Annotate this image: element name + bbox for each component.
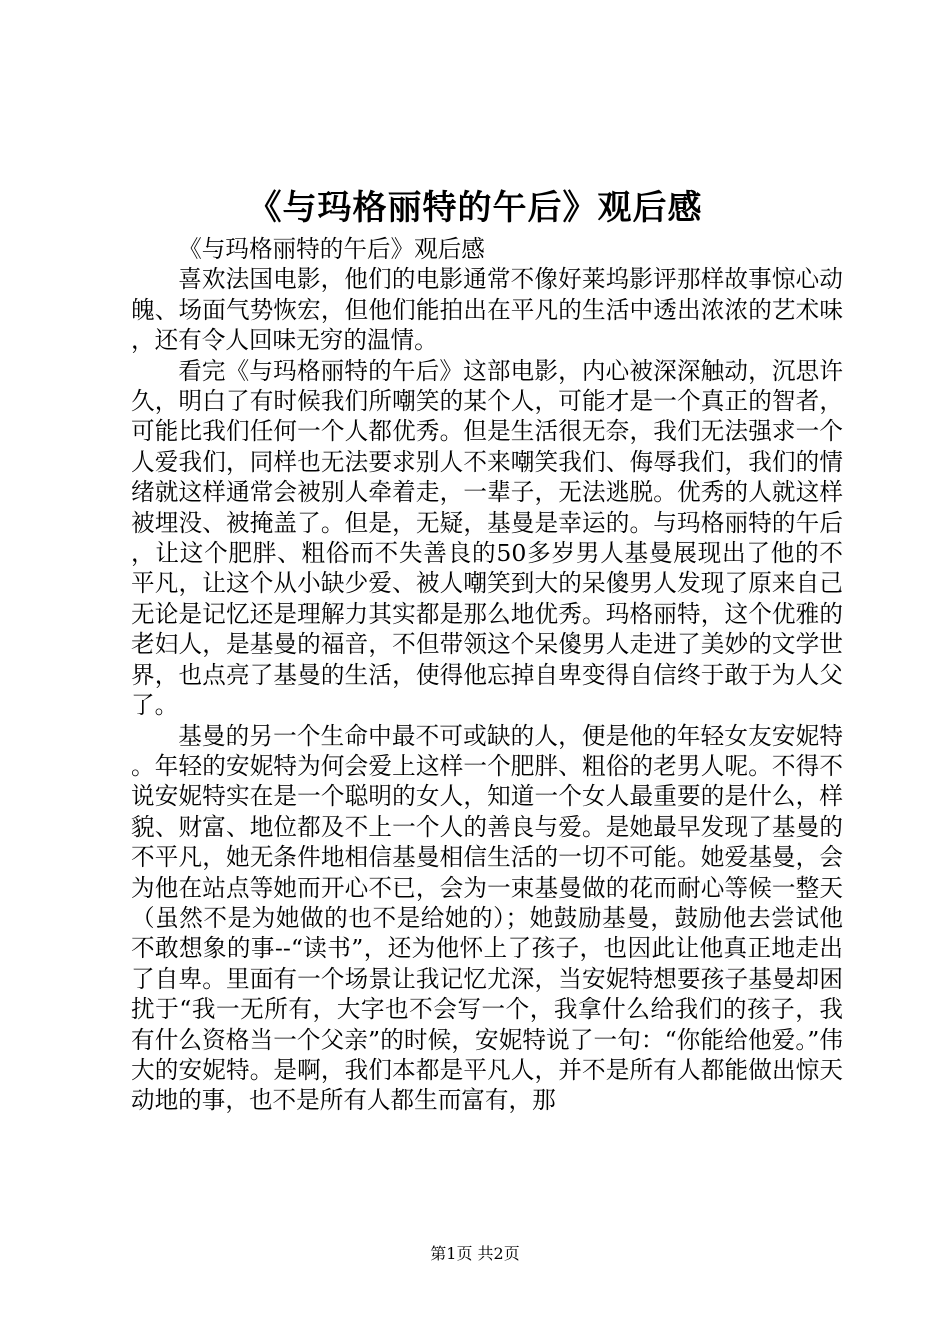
document-title: 《与玛格丽特的午后》观后感 [247,188,703,228]
document-body [131,234,843,1116]
paragraph-annette: 基曼的另一个生命中最不可或缺的人，便是他的年轻女友安妮特。年轻的安妮特为何会爱上这样一个肥胖、粗俗的老男人呢。不得不说安妮特实在是一个聪明的女人，知道一个女人最重要的是什么，样貌、财富、地位都及不上一个人的善良与爱。是她最早发现了基曼的不平凡，她无条件地相信基曼相信生活的一切不可能。她爱基曼，会为他在站点等她而开心不已，会为一束基曼做的花而耐心等候一整天（虽然不是为她做的也不是给她的）；她鼓励基曼，鼓励他去尝试他不敢想象的事--“读书”，还为他怀上了孩子，也因此让他真正地走出了自卑。里面有一个场景让我记忆尤深，当安妮特想要孩子基曼却困扰于“我一无所有，大字也不会写一个，我拿什么给我们的孩子，我有什么资格当一个父亲”的时候，安妮特说了一句：“你能给他爱。”伟大的安妮特。是啊，我们本都是平凡人，并不是所有人都能做出惊天动地的事，也不是所有人都生而富有，那 [131,721,843,1115]
paragraph-intro: 喜欢法国电影，他们的电影通常不像好莱坞影评那样故事惊心动魄、场面气势恢宏，但他们能拍出在平凡的生活中透出浓浓的艺术味，还有令人回味无穷的温情。 [131,265,843,355]
page-number-footer: 第1页 共2页 [430,1244,520,1263]
paragraph-reflection: 看完《与玛格丽特的午后》这部电影，内心被深深触动，沉思许久，明白了有时候我们所嘲笑的某个人，可能才是一个真正的智者，可能比我们任何一个人都优秀。但是生活很无奈，我们无法强求一个人爱我们，同样也无法要求别人不来嘲笑我们、侮辱我们，我们的情绪就这样通常会被别人牵着走，一辈子，无法逃脱。优秀的人就这样被埋没、被掩盖了。但是，无疑，基曼是幸运的。与玛格丽特的午后，让这个肥胖、粗俗而不失善良的50多岁男人基曼展现出了他的不平凡，让这个从小缺少爱、被人嘲笑到大的呆傻男人发现了原来自己无论是记忆还是理解力其实都是那么地优秀。玛格丽特，这个优雅的老妇人，是基曼的福音，不但带领这个呆傻男人走进了美妙的文学世界，也点亮了基曼的生活，使得他忘掉自卑变得自信终于敢于为人父了。 [131,356,843,720]
paragraph-subtitle: 《与玛格丽特的午后》观后感 [178,235,485,263]
